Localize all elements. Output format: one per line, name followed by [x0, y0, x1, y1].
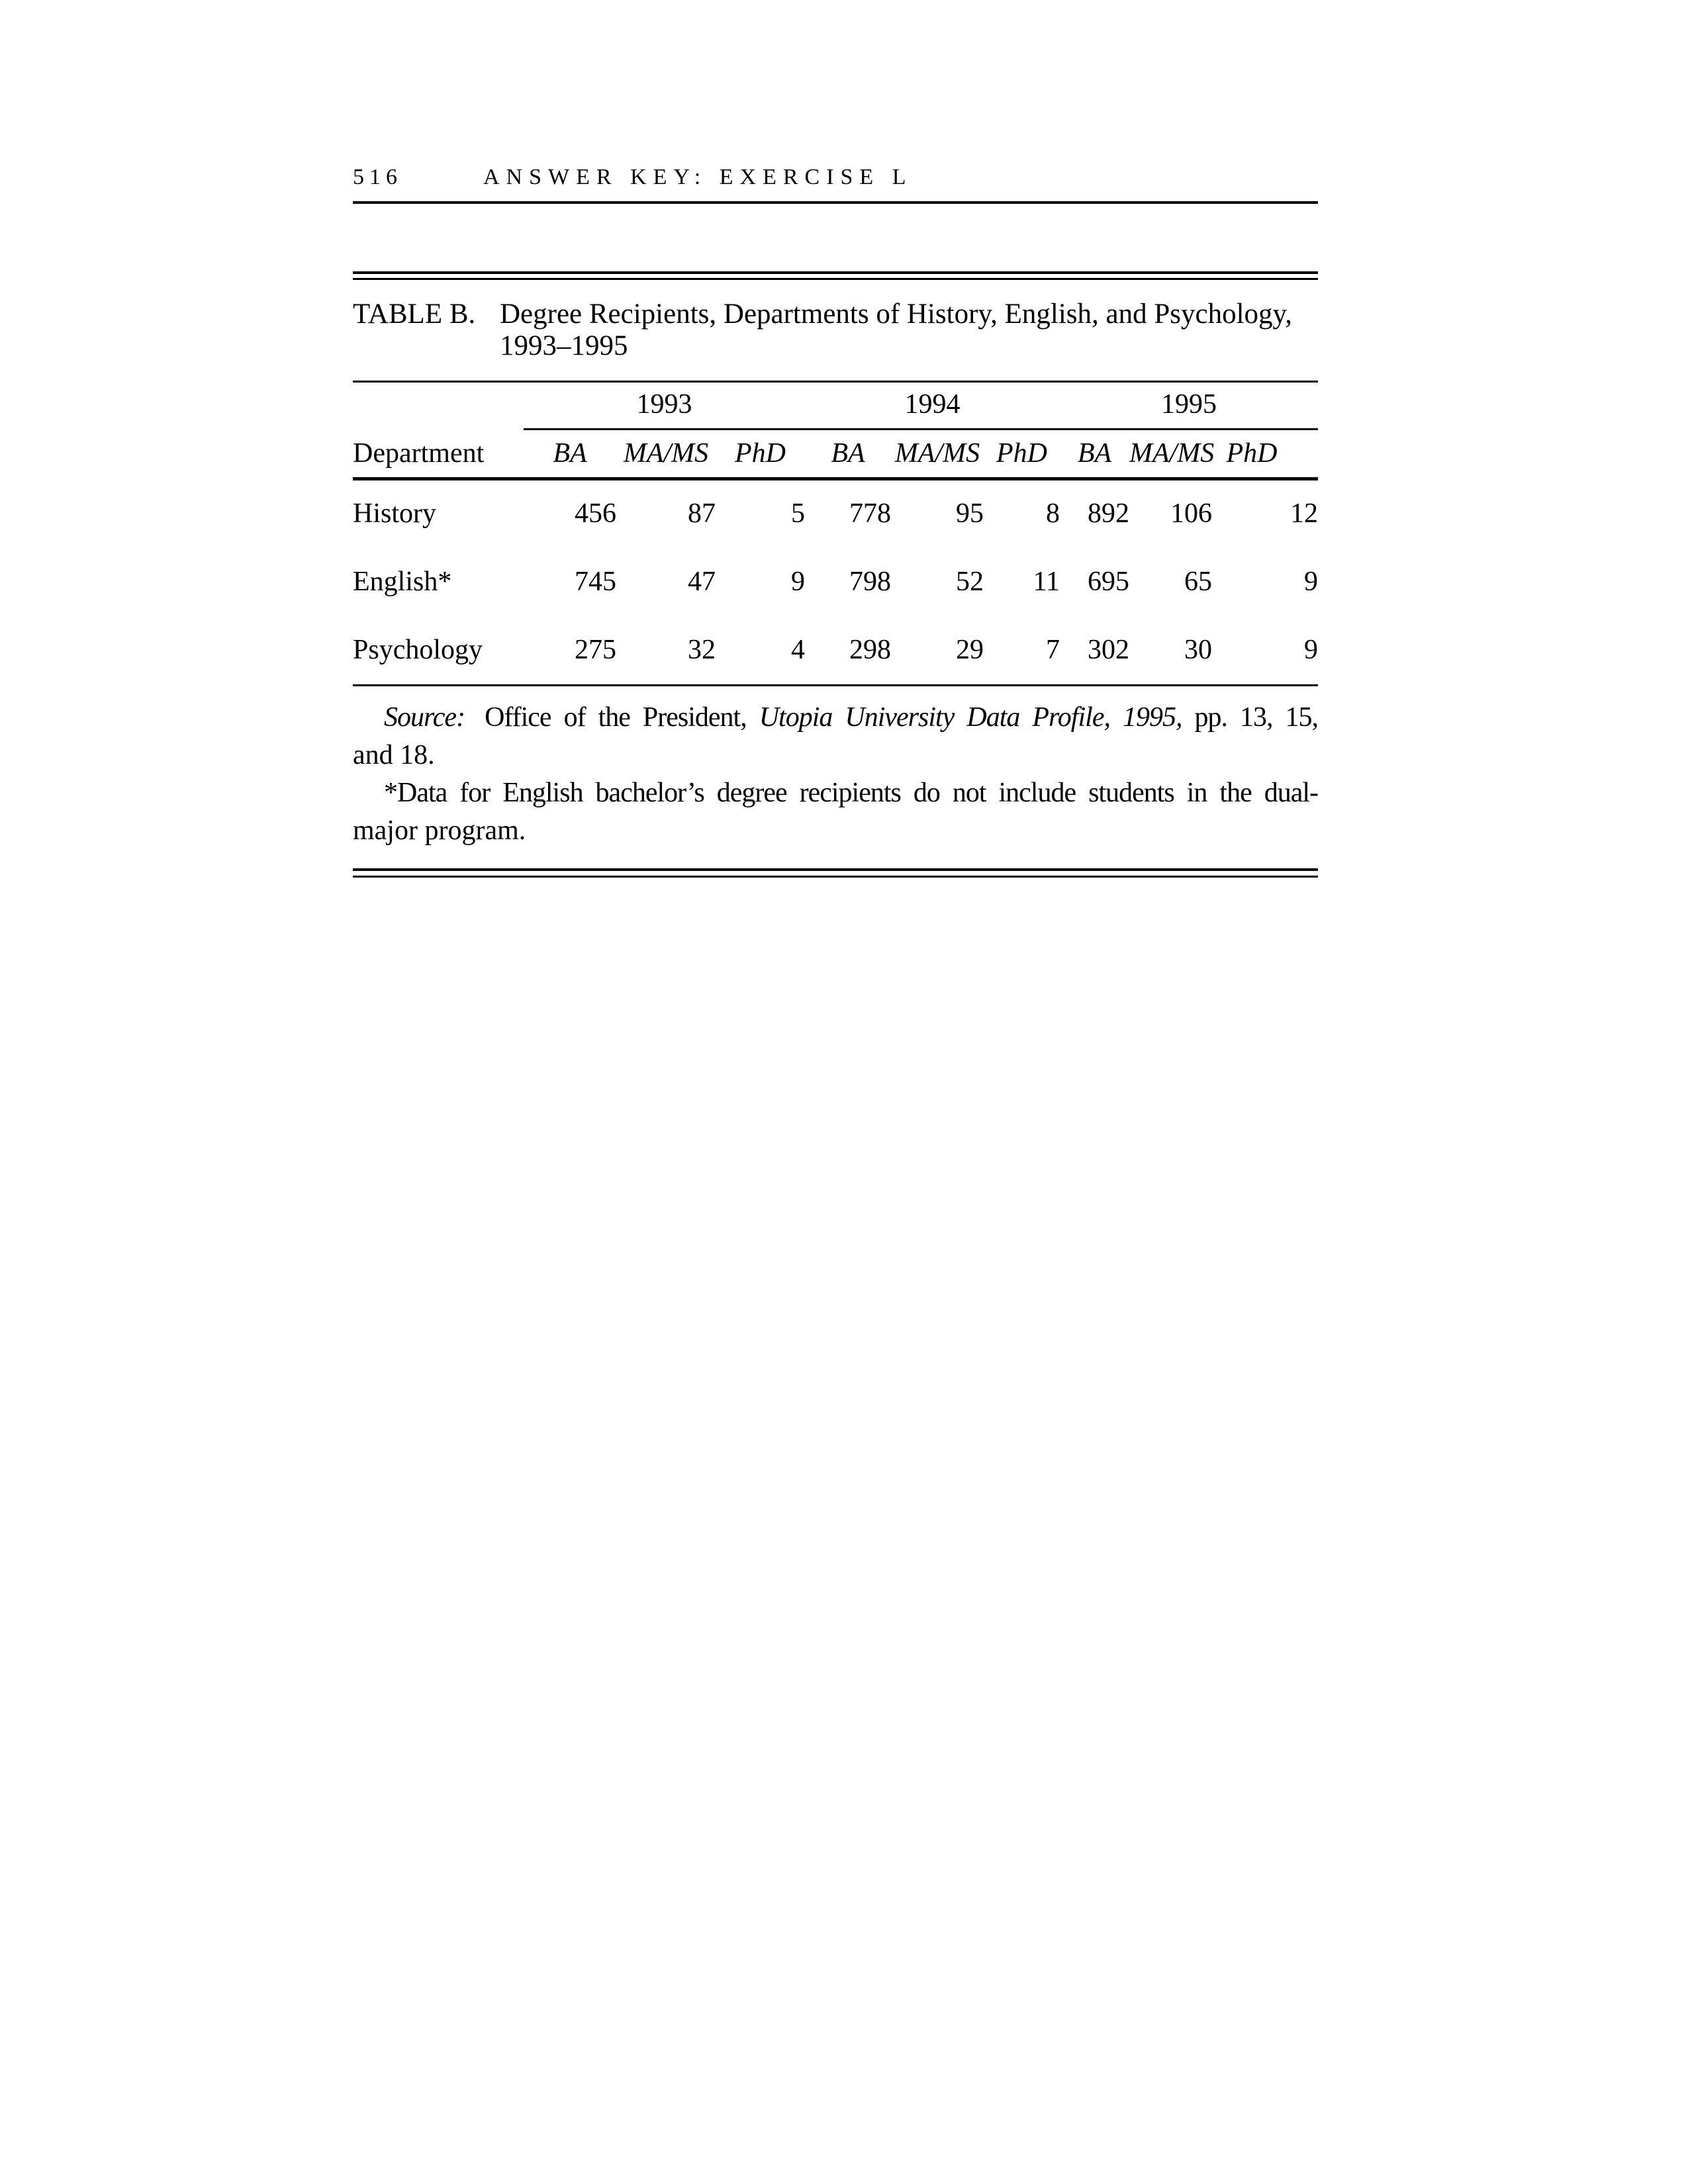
table-title-line2: 1993–1995 [500, 330, 628, 361]
running-header-title: ANSWER KEY: EXERCISE L [483, 165, 913, 189]
footnote-line-2: major program. [353, 815, 526, 846]
data-cell: 8 [1046, 498, 1060, 529]
column-header-mams-1994: MA/MS [891, 429, 984, 478]
row-label-history: History [353, 498, 436, 529]
data-cell: 456 [575, 498, 616, 529]
data-cell: 9 [791, 567, 805, 597]
data-cell: 275 [524, 616, 616, 685]
column-header-phd-1993: PhD [716, 429, 805, 478]
data-cell: 106 [1170, 498, 1212, 529]
source-text-roman2: pp. 13, 15, [1182, 702, 1319, 733]
running-header [353, 165, 1318, 204]
table-title-text [500, 298, 1292, 362]
row-label-english: English* [353, 567, 452, 597]
data-cell: 5 [791, 498, 805, 529]
data-cell: 47 [688, 567, 716, 597]
data-cell: 52 [956, 567, 984, 597]
table-row-english [353, 547, 1318, 616]
footnote-line-1 [353, 774, 1318, 812]
column-header-phd-1994: PhD [984, 429, 1060, 478]
column-header-ba-1993: BA [524, 429, 616, 478]
table-row-psychology [353, 616, 1318, 685]
table-label: TABLE B. [353, 298, 476, 330]
data-cell: 30 [1129, 616, 1212, 685]
data-cell: 32 [616, 616, 716, 685]
table-top-double-rule [353, 271, 1318, 280]
column-header-row [353, 429, 1318, 478]
data-cell: 65 [1184, 567, 1212, 597]
page-number: 516 [353, 165, 402, 189]
source-text-italic: Utopia University Data Profile, 1995, [759, 702, 1182, 733]
data-cell: 29 [891, 616, 984, 685]
data-cell: 298 [805, 616, 891, 685]
year-group-1995: 1995 [1060, 383, 1318, 429]
table-title [353, 298, 1318, 362]
data-cell: 892 [1088, 498, 1129, 529]
data-cell: 778 [849, 498, 891, 529]
year-header-row [353, 383, 1318, 429]
column-header-mams-1995: MA/MS [1129, 429, 1212, 478]
source-text-roman1: Office of the President, [485, 702, 759, 733]
data-cell: 11 [1033, 567, 1060, 597]
table-title-line1: Degree Recipients, Departments of History, English, and Psychology, [500, 298, 1292, 330]
column-header-mams-1993: MA/MS [616, 429, 716, 478]
data-cell: 4 [716, 616, 805, 685]
data-cell: 798 [849, 567, 891, 597]
source-label: Source: [384, 702, 465, 733]
data-cell: 9 [1304, 567, 1318, 597]
data-cell: 7 [984, 616, 1060, 685]
table-bottom-double-rule [353, 868, 1318, 878]
year-group-1993: 1993 [524, 383, 805, 429]
data-cell: 9 [1212, 616, 1318, 685]
data-cell: 695 [1088, 567, 1129, 597]
row-label-psychology: Psychology [353, 616, 524, 685]
column-header-ba-1995: BA [1060, 429, 1129, 478]
table-notes [353, 699, 1318, 850]
source-line-1 [353, 699, 1318, 737]
data-cell: 302 [1060, 616, 1129, 685]
source-line-2: and 18. [353, 740, 435, 770]
column-header-ba-1994: BA [805, 429, 891, 478]
year-group-1994: 1994 [805, 383, 1060, 429]
data-cell: 745 [575, 567, 616, 597]
data-cell: 12 [1290, 498, 1318, 529]
year-row-spacer [353, 383, 524, 429]
table-row-history [353, 478, 1318, 547]
degree-recipients-table [353, 383, 1318, 686]
data-cell: 95 [956, 498, 984, 529]
footnote-text: *Data for English bachelor’s degree recipients do not include students in the dual- [384, 778, 1318, 808]
column-header-phd-1995: PhD [1212, 429, 1318, 478]
column-header-department: Department [353, 429, 524, 478]
data-cell: 87 [688, 498, 716, 529]
